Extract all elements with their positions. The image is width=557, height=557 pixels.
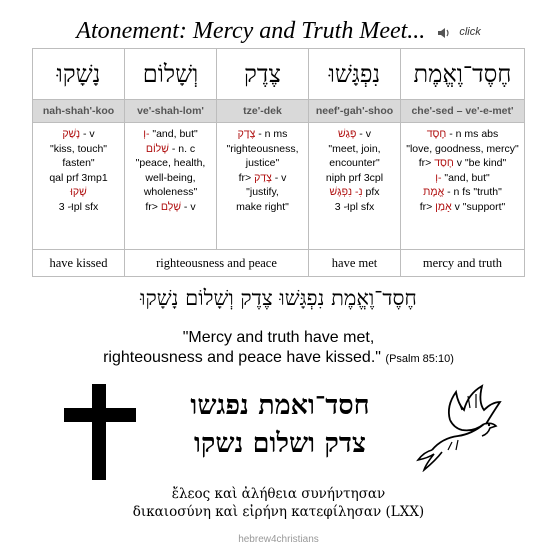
hebrew-verse: חֶסֶד־וֶאֱמֶת נִפְגָּשׁוּ צֶדֶק וְשָׁלוֹם נָשָׁקוּ [140, 286, 417, 310]
english-line-2-text: righteousness and peace have kissed." [103, 349, 381, 366]
gloss-hebrew: נָשַׁק [62, 128, 81, 140]
gloss-text: v "be kind" [453, 157, 507, 169]
greek-line-1: ἔλεος καὶ ἀλήθεια συνήντησαν [171, 486, 386, 502]
gloss-text: - n ms abs [446, 128, 499, 140]
gloss-line [125, 156, 216, 171]
pronunciation: nah-shah'-koo [33, 100, 125, 123]
gloss-text: - n. c [168, 142, 196, 155]
gloss-text: fr> [145, 200, 161, 213]
gloss-line [217, 200, 308, 215]
gloss-cell [33, 123, 125, 250]
gloss-line [217, 142, 308, 157]
gloss-line [309, 142, 400, 157]
gloss-line [217, 185, 308, 200]
gloss-text: "peace, health, [135, 157, 206, 169]
hebrew-word: נָשָׁקוּ [33, 49, 125, 100]
gloss-hebrew: חָסַד [434, 157, 454, 169]
gloss-line [401, 171, 524, 186]
gloss-line [125, 200, 216, 215]
gloss-text: וּ- 3pl sfx [334, 200, 375, 213]
gloss-text: fr> [419, 200, 436, 213]
translation: mercy and truth [401, 250, 525, 277]
greek-line-2: δικαιοσύνη καὶ εἰρήνη κατεφίλησαν (LXX) [132, 504, 425, 520]
audio-click-link[interactable]: click [459, 26, 481, 39]
cross-icon [64, 384, 136, 484]
gloss-hebrew: אֱמֶת [423, 186, 445, 198]
translation: righteousness and peace [125, 250, 309, 277]
english-line-2 [0, 348, 557, 369]
gloss-text: well-being, [145, 171, 196, 184]
gloss-text: - v [356, 128, 371, 140]
gloss-line [217, 127, 308, 142]
gloss-hebrew: שָׁלַם [160, 200, 181, 213]
gloss-cell [401, 123, 525, 250]
gloss-text: wholeness" [143, 186, 198, 198]
gloss-text: וּ- 3pl sfx [58, 200, 99, 213]
gloss-hebrew: וְ- [143, 128, 150, 140]
gloss-cell [217, 123, 309, 250]
english-verse [0, 328, 557, 369]
gloss-line [33, 127, 124, 142]
gloss-line [125, 127, 216, 142]
gloss-text: - n ms [255, 128, 288, 140]
gloss-text: - v [80, 128, 95, 140]
footer-credit: hebrew4christians [238, 534, 319, 545]
gloss-line [309, 200, 400, 215]
gloss-line [217, 156, 308, 171]
gloss-line [125, 171, 216, 186]
gloss-text: "meet, join, [328, 142, 381, 155]
speaker-icon[interactable] [437, 19, 451, 46]
gloss-text: qal prf 3mp1 [49, 171, 108, 184]
gloss-line [33, 185, 124, 200]
gloss-text: "kiss, touch" [49, 142, 108, 155]
gloss-text: v "support" [451, 200, 506, 213]
gloss-text: justice" [245, 157, 280, 169]
gloss-line [33, 156, 124, 171]
gloss-line [309, 156, 400, 171]
hebrew-block-line-1: חסד־ואמת נפגשו [190, 390, 370, 421]
gloss-hebrew: חֶסֶד [426, 128, 447, 140]
gloss-hebrew: פָּגַשׁ [338, 128, 357, 140]
gloss-hebrew: שָׁלוֹם [145, 142, 169, 155]
translation: have met [309, 250, 401, 277]
gloss-text: "love, goodness, mercy" [406, 142, 519, 155]
gloss-line [401, 200, 524, 215]
pronunciation: ve'-shah-lom' [125, 100, 217, 123]
gloss-hebrew: נִ- נִפְגָּשׁ [329, 186, 363, 198]
dove-icon [412, 380, 504, 476]
gloss-line [33, 171, 124, 186]
gloss-line [33, 142, 124, 157]
page-title: Atonement: Mercy and Truth Meet... [76, 18, 426, 44]
gloss-text: "righteousness, [226, 142, 299, 155]
gloss-cell [309, 123, 401, 250]
pronunciation: che'-sed – ve'-e-met' [401, 100, 525, 123]
gloss-hebrew: אָמַן [435, 200, 452, 213]
gloss-line [309, 185, 400, 200]
word-grid [32, 48, 525, 277]
pronunciation: neef'-gah'-shoo [309, 100, 401, 123]
gloss-line [33, 200, 124, 215]
gloss-line [309, 171, 400, 186]
english-line-1: "Mercy and truth have met, [182, 329, 375, 346]
gloss-hebrew: שָׁקוּ [70, 186, 87, 198]
hebrew-word: וְשָׁלוֹם [125, 49, 217, 100]
hebrew-word: נִפְגָּשׁוּ [309, 49, 401, 100]
gloss-text: make right" [236, 200, 289, 213]
translation: have kissed [33, 250, 125, 277]
gloss-text: fasten" [62, 157, 95, 169]
gloss-text: "and, but" [149, 128, 198, 140]
gloss-line [401, 185, 524, 200]
hebrew-word: צֶדֶק [217, 49, 309, 100]
gloss-text: - n fs "truth" [444, 186, 502, 198]
gloss-line [401, 156, 524, 171]
greek-verse [0, 485, 557, 521]
hebrew-word: חֶסֶד־וֶאֱמֶת [401, 49, 525, 100]
gloss-text: encounter" [329, 157, 380, 169]
gloss-text: fr> [418, 157, 435, 169]
gloss-line [401, 142, 524, 157]
gloss-text: pfx [362, 186, 380, 198]
gloss-line [125, 185, 216, 200]
gloss-line [401, 127, 524, 142]
pronunciation: tze'-dek [217, 100, 309, 123]
gloss-cell [125, 123, 217, 250]
page-title-row [0, 18, 557, 46]
hebrew-verse-block [150, 387, 410, 463]
gloss-hebrew: צָדַק [254, 171, 272, 184]
gloss-text: - v [271, 171, 287, 184]
gloss-text: "and, but" [441, 171, 490, 184]
gloss-line [217, 171, 308, 186]
gloss-line [309, 127, 400, 142]
gloss-text: - v [181, 200, 196, 213]
gloss-line [125, 142, 216, 157]
gloss-hebrew: וְ- [435, 171, 442, 184]
gloss-text: niph prf 3cpl [325, 171, 384, 184]
gloss-text: "justify, [246, 186, 279, 198]
gloss-hebrew: צֶדֶק [237, 128, 256, 140]
gloss-text: fr> [238, 171, 255, 184]
hebrew-block-line-2: צדק ושלום נשקו [193, 428, 367, 459]
citation: (Psalm 85:10) [385, 353, 454, 365]
